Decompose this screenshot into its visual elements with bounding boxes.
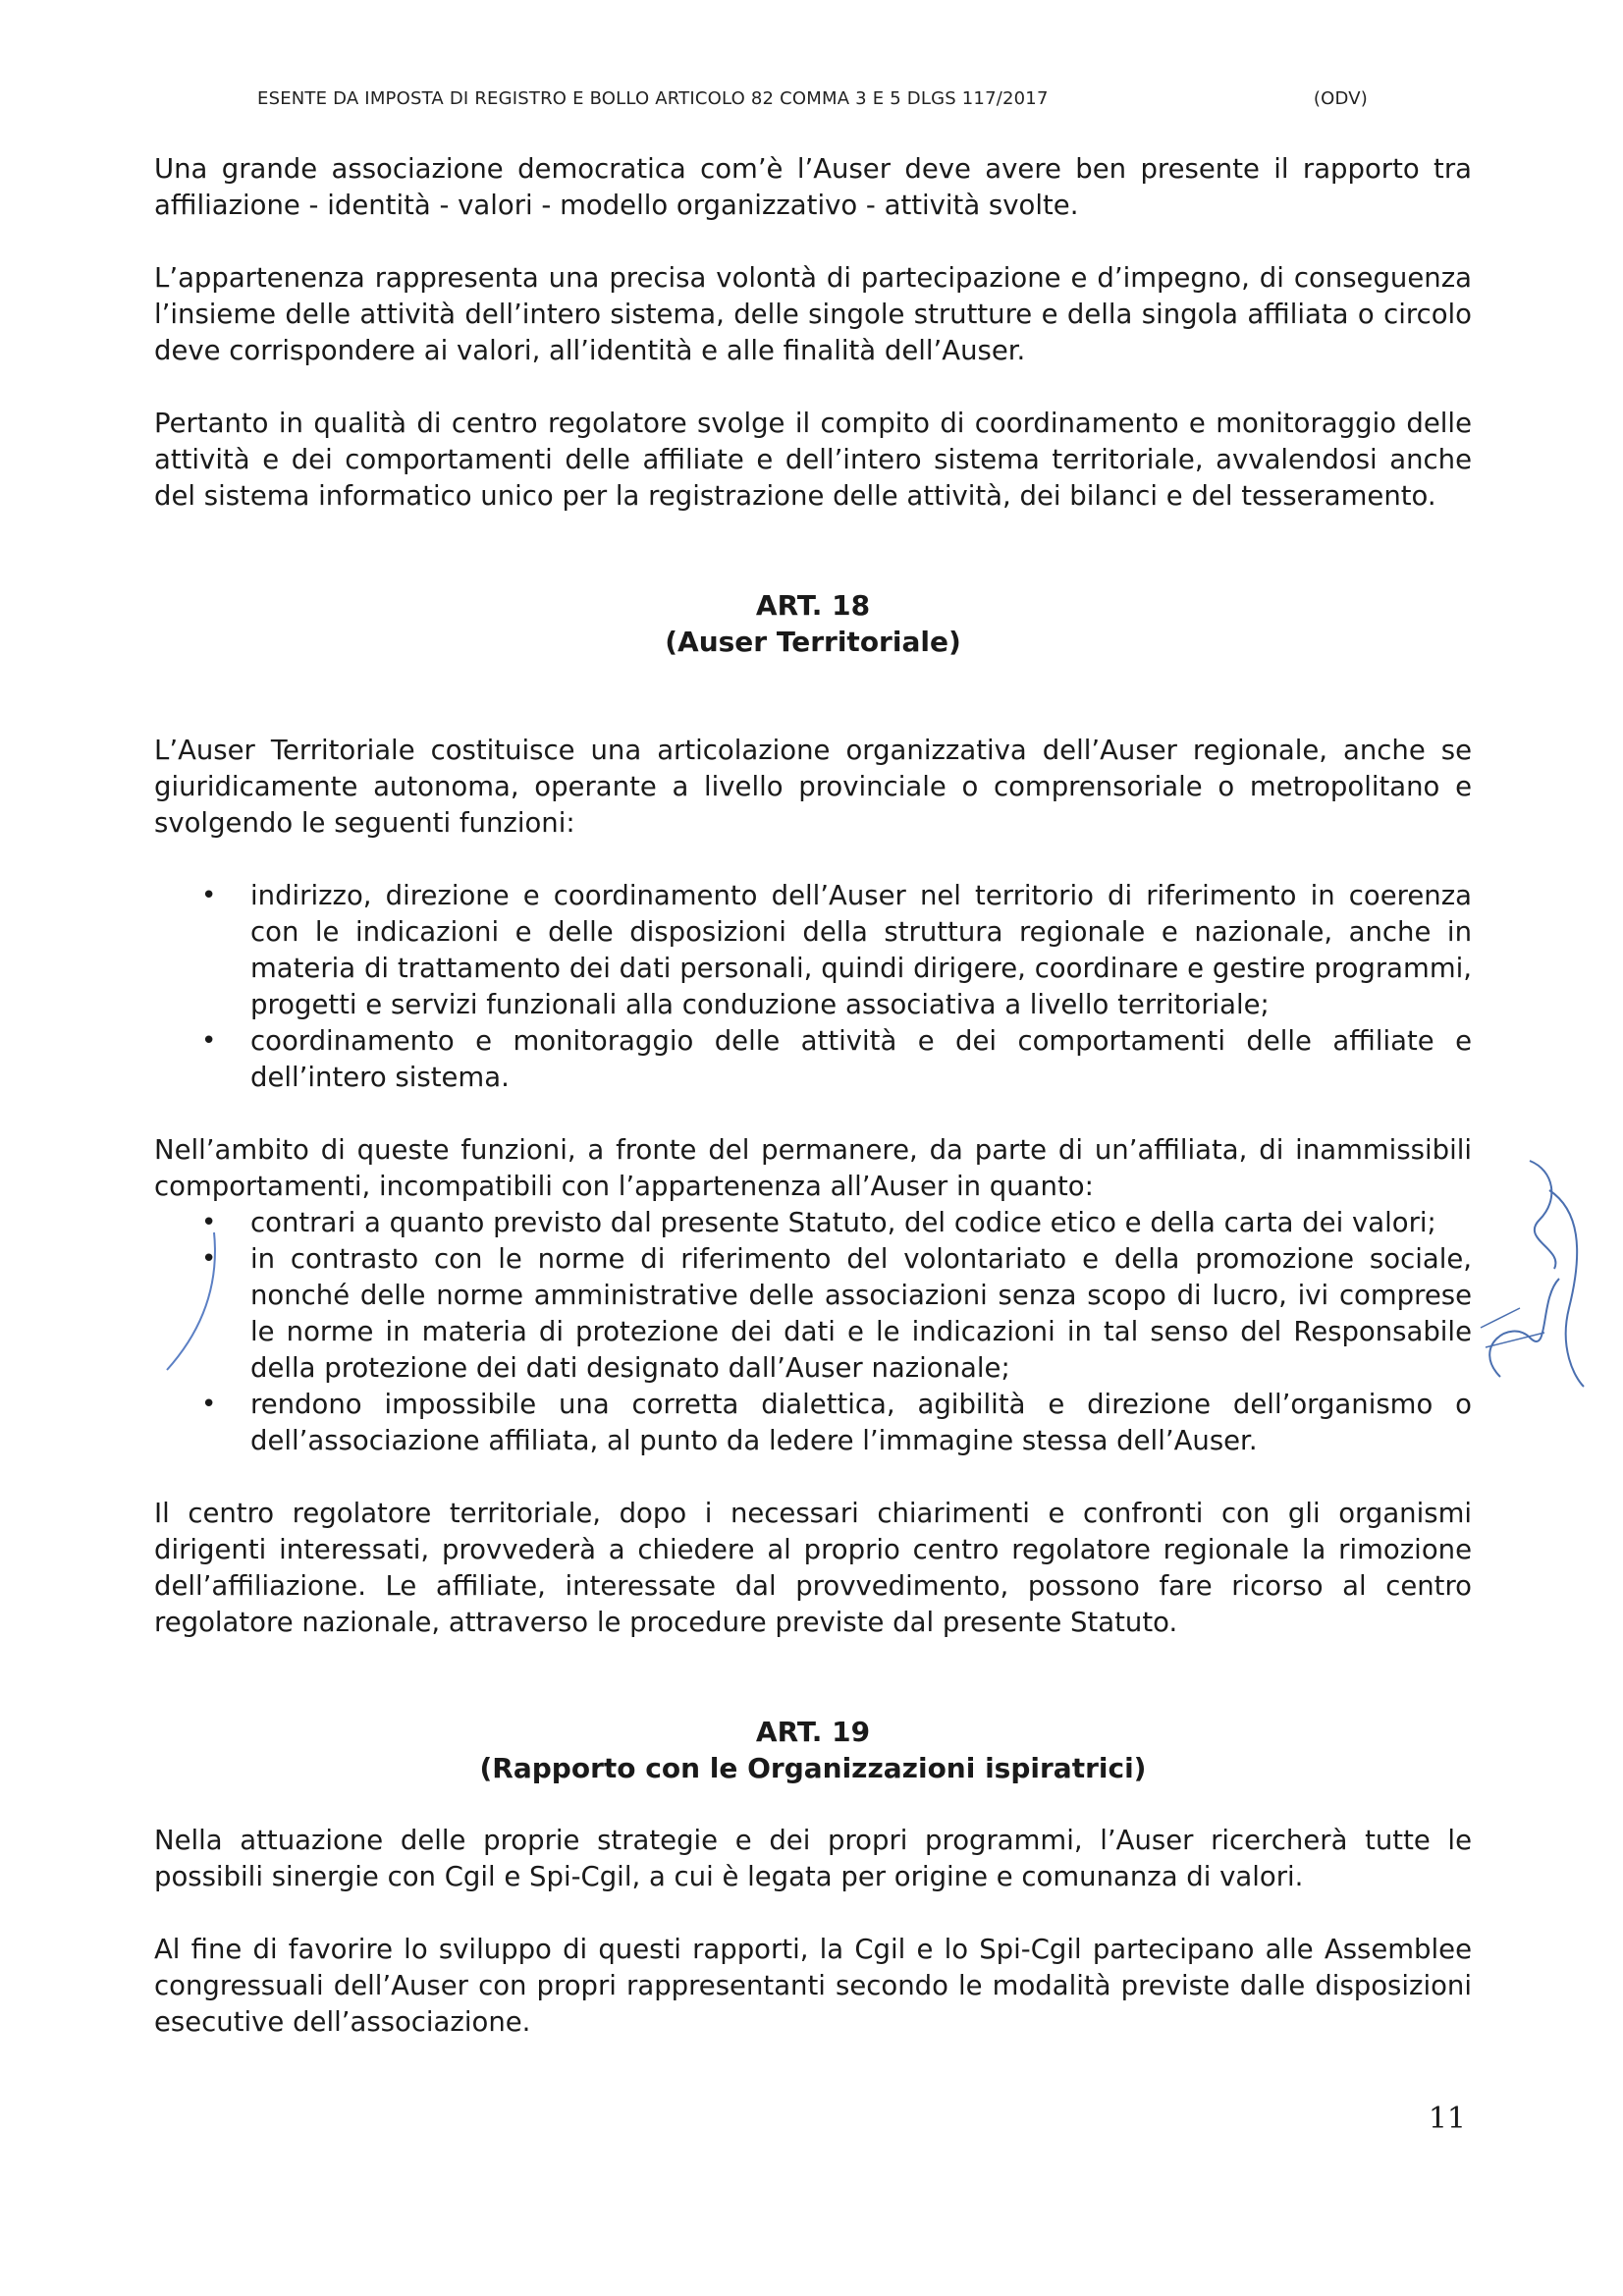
art19-subtitle: (Rapporto con le Organizzazioni ispiratrici) bbox=[479, 1752, 1147, 1784]
pen-stroke-mark bbox=[157, 1223, 226, 1380]
art19-title: ART. 19 bbox=[755, 1716, 871, 1748]
handwritten-signature bbox=[1461, 1151, 1589, 1396]
document-body bbox=[154, 151, 1472, 2041]
list-item: • coordinamento e monitoraggio delle attività e dei comportamenti delle affiliate e dell’intero sistema. bbox=[154, 1023, 1472, 1096]
art19-paragraph-2: Al fine di favorire lo sviluppo di questi rapporti, la Cgil e lo Spi-Cgil partecipano alle Assemblee congressuali dell’Auser con propri rappresentanti secondo le modalità previste dalle disposizioni esecutive dell’associazione. bbox=[154, 1934, 1472, 2038]
tax-exemption-note: ESENTE DA IMPOSTA DI REGISTRO E BOLLO ARTICOLO 82 COMMA 3 E 5 DLGS 117/2017 bbox=[257, 88, 1049, 109]
intro-paragraph-2: L’appartenenza rappresenta una precisa volontà di partecipazione e d’impegno, di conseguenza l’insieme delle attività dell’intero sistema, delle singole strutture e della singola affiliata o circolo deve corrispondere ai valori, all’identità e alle finalità dell’Auser. bbox=[154, 262, 1472, 366]
list-item: • indirizzo, direzione e coordinamento dell’Auser nel territorio di riferimento in coerenza con le indicazioni e delle disposizioni della struttura regionale e nazionale, anche in materia di trattamento dei dati personali, quindi dirigere, coordinare e gestire programmi, progetti e servizi funzionali alla conduzione associativa a livello territoriale; bbox=[154, 878, 1472, 1023]
art18-paragraph-3: Il centro regolatore territoriale, dopo i necessari chiarimenti e confronti con gli organismi dirigenti interessati, provvederà a chiedere al proprio centro regolatore regionale la rimozione dell’affiliazione. Le affiliate, interessate dal provvedimento, possono fare ricorso al centro regolatore nazionale, attraverso le procedure previste dal presente Statuto. bbox=[154, 1498, 1472, 1638]
art18-functions-list bbox=[154, 878, 1472, 1096]
page-number: 11 bbox=[1428, 2102, 1466, 2136]
list-item: • rendono impossibile una corretta dialettica, agibilità e direzione dell’organismo o dell’associazione affiliata, al punto da ledere l’immagine stessa dell’Auser. bbox=[154, 1387, 1472, 1459]
art19-paragraph-1: Nella attuazione delle proprie strategie e dei propri programmi, l’Auser ricercherà tutte le possibili sinergie con Cgil e Spi-Cgil, a cui è legata per origine e comunanza di valori. bbox=[154, 1825, 1472, 1892]
art18-paragraph-1: L’Auser Territoriale costituisce una articolazione organizzativa dell’Auser regionale, anche se giuridicamente autonoma, operante a livello provinciale o comprensoriale o metropolitano e svolgendo le seguenti funzioni: bbox=[154, 735, 1472, 839]
list-item: • contrari a quanto previsto dal presente Statuto, del codice etico e della carta dei valori; bbox=[154, 1205, 1472, 1241]
art18-behaviours-list bbox=[154, 1205, 1472, 1459]
art18-subtitle: (Auser Territoriale) bbox=[665, 626, 961, 658]
odv-label: (ODV) bbox=[1313, 88, 1368, 109]
list-item: • in contrasto con le norme di riferimento del volontariato e della promozione sociale, nonché delle norme amministrative delle associazioni senza scopo di lucro, ivi comprese le norme in materia di protezione dei dati e le indicazioni in tal senso del Responsabile della protezione dei dati designato dall’Auser nazionale; bbox=[154, 1241, 1472, 1387]
intro-paragraph-1: Una grande associazione democratica com’è l’Auser deve avere ben presente il rapporto tra affiliazione - identità - valori - modello organizzativo - attività svolte. bbox=[154, 153, 1472, 221]
art18-title: ART. 18 bbox=[755, 589, 871, 622]
art18-paragraph-2: Nell’ambito di queste funzioni, a fronte del permanere, da parte di un’affiliata, di inammissibili comportamenti, incompatibili con l’appartenenza all’Auser in quanto: bbox=[154, 1134, 1472, 1202]
intro-paragraph-3: Pertanto in qualità di centro regolatore svolge il compito di coordinamento e monitoraggio delle attività e dei comportamenti delle affiliate e dell’intero sistema territoriale, avvalendosi anche del sistema informatico unico per la registrazione delle attività, dei bilanci e del tesseramento. bbox=[154, 408, 1472, 512]
